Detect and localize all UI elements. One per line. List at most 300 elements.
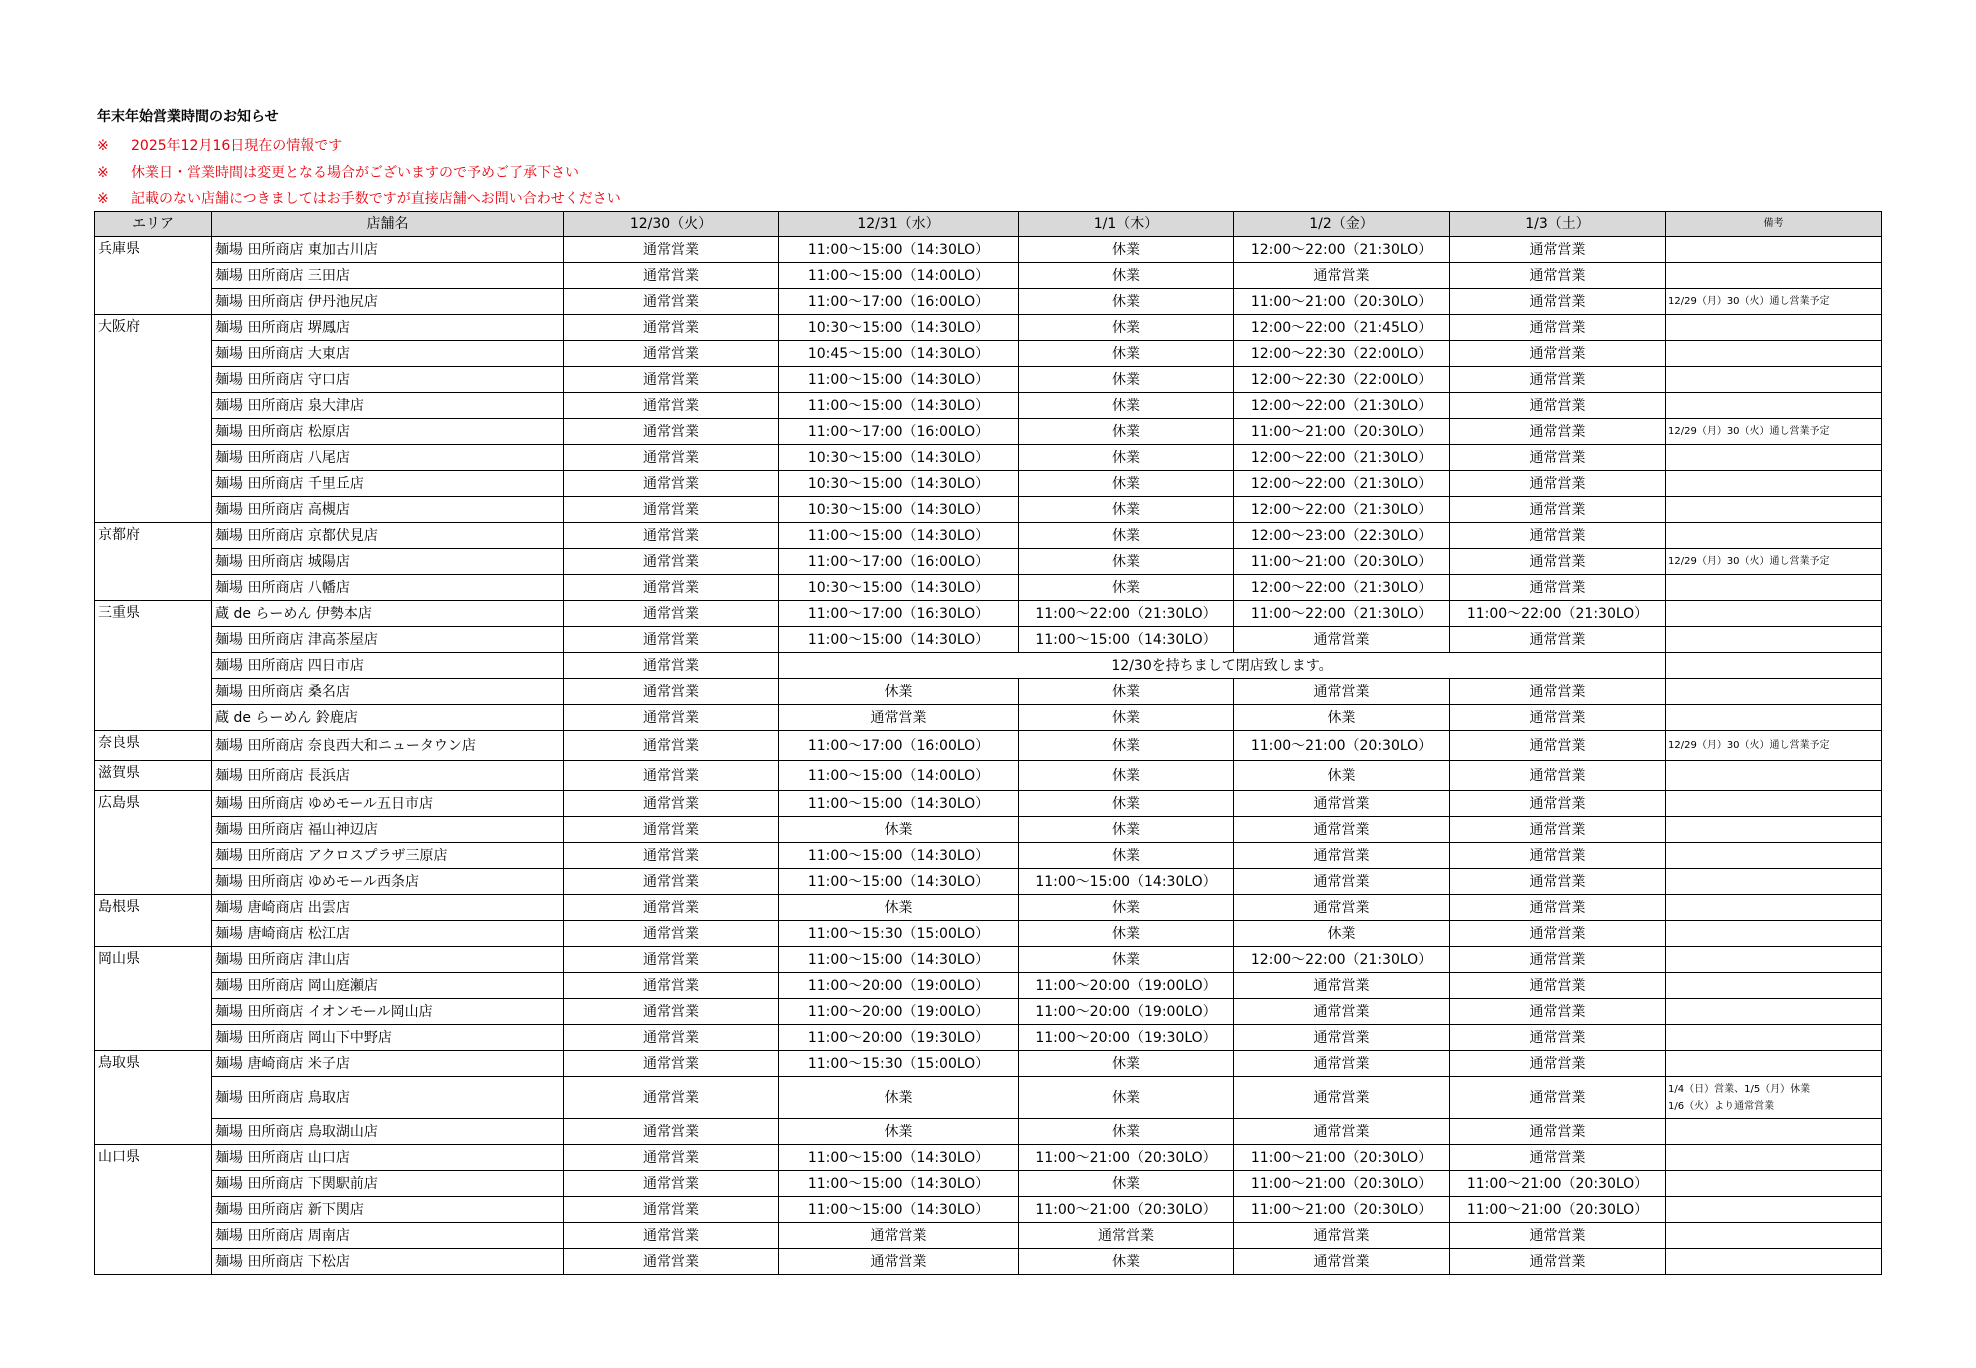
day-4-cell: 休業 [1234, 761, 1450, 791]
day-2-cell: 11:00～17:00（16:00LO） [779, 289, 1019, 315]
table-row [95, 393, 1882, 419]
day-2-cell: 11:00～15:00（14:00LO） [779, 263, 1019, 289]
store-name-cell: 麺場 田所商店 城陽店 [212, 549, 564, 575]
day-5-cell: 通常営業 [1450, 731, 1666, 761]
day-3-cell: 休業 [1019, 367, 1234, 393]
day-1-cell: 通常営業 [564, 393, 779, 419]
day-1-cell: 通常営業 [564, 341, 779, 367]
store-name-cell: 麺場 田所商店 京都伏見店 [212, 523, 564, 549]
day-5-cell: 通常営業 [1450, 1077, 1666, 1119]
day-1-cell: 通常営業 [564, 367, 779, 393]
remarks-cell [1666, 627, 1882, 653]
day-3-cell: 11:00～21:00（20:30LO） [1019, 1197, 1234, 1223]
page-title: 年末年始営業時間のお知らせ [97, 109, 279, 125]
remarks-line: 1/6（火）より通常営業 [1668, 1100, 1775, 1112]
header-day-2: 12/31（水） [779, 212, 1019, 237]
table-row [95, 315, 1882, 341]
remarks-cell [1666, 263, 1882, 289]
day-1-cell: 通常営業 [564, 1145, 779, 1171]
store-name-cell: 麺場 田所商店 津高茶屋店 [212, 627, 564, 653]
store-name-cell: 麺場 田所商店 長浜店 [212, 761, 564, 791]
day-4-cell: 12:00～22:00（21:30LO） [1234, 445, 1450, 471]
store-name-cell: 麺場 唐崎商店 出雲店 [212, 895, 564, 921]
day-5-cell: 通常営業 [1450, 817, 1666, 843]
closing-notice-cell: 12/30を持ちまして閉店致します。 [779, 653, 1666, 679]
table-row [95, 731, 1882, 761]
day-3-cell: 休業 [1019, 1249, 1234, 1275]
remarks-cell [1666, 1025, 1882, 1051]
day-4-cell: 12:00～22:30（22:00LO） [1234, 367, 1450, 393]
day-3-cell: 休業 [1019, 947, 1234, 973]
day-4-cell: 通常営業 [1234, 817, 1450, 843]
day-5-cell: 通常営業 [1450, 947, 1666, 973]
area-cell: 兵庫県 [95, 237, 212, 315]
store-name-cell: 麺場 田所商店 周南店 [212, 1223, 564, 1249]
remarks-cell [1666, 731, 1882, 761]
store-name-cell: 蔵 de らーめん 鈴鹿店 [212, 705, 564, 731]
day-3-cell: 休業 [1019, 523, 1234, 549]
day-5-cell: 通常営業 [1450, 791, 1666, 817]
day-2-cell: 11:00～15:00（14:30LO） [779, 843, 1019, 869]
day-2-cell: 休業 [779, 1077, 1019, 1119]
table-row [95, 1025, 1882, 1051]
table-row [95, 1223, 1882, 1249]
day-3-cell: 休業 [1019, 393, 1234, 419]
store-name-cell: 麺場 田所商店 ゆめモール五日市店 [212, 791, 564, 817]
day-2-cell: 11:00～15:00（14:30LO） [779, 237, 1019, 263]
area-cell: 山口県 [95, 1145, 212, 1275]
day-4-cell: 通常営業 [1234, 999, 1450, 1025]
header-row [95, 212, 1882, 237]
day-4-cell: 12:00～23:00（22:30LO） [1234, 523, 1450, 549]
remarks-cell [1666, 653, 1882, 679]
remarks-cell [1666, 367, 1882, 393]
day-1-cell: 通常営業 [564, 601, 779, 627]
day-3-cell: 休業 [1019, 1171, 1234, 1197]
day-1-cell: 通常営業 [564, 921, 779, 947]
day-1-cell: 通常営業 [564, 1223, 779, 1249]
day-4-cell: 通常営業 [1234, 869, 1450, 895]
remarks-cell [1666, 393, 1882, 419]
day-1-cell: 通常営業 [564, 869, 779, 895]
day-3-cell: 休業 [1019, 549, 1234, 575]
header-store: 店舗名 [212, 212, 564, 237]
day-4-cell: 通常営業 [1234, 791, 1450, 817]
day-1-cell: 通常営業 [564, 973, 779, 999]
day-2-cell: 休業 [779, 679, 1019, 705]
store-name-cell: 麺場 田所商店 大東店 [212, 341, 564, 367]
header-day-3: 1/1（木） [1019, 212, 1234, 237]
day-1-cell: 通常営業 [564, 549, 779, 575]
day-3-cell: 休業 [1019, 843, 1234, 869]
day-4-cell: 通常営業 [1234, 973, 1450, 999]
table-row [95, 497, 1882, 523]
day-1-cell: 通常営業 [564, 263, 779, 289]
day-5-cell: 通常営業 [1450, 761, 1666, 791]
day-5-cell: 通常営業 [1450, 895, 1666, 921]
table-row [95, 921, 1882, 947]
header-remarks: 備考 [1666, 212, 1882, 237]
store-name-cell: 麺場 田所商店 桑名店 [212, 679, 564, 705]
remarks-line: 12/29（月）30（火）通し営業予定 [1668, 740, 1830, 751]
remarks-cell [1666, 705, 1882, 731]
store-name-cell: 麺場 田所商店 八幡店 [212, 575, 564, 601]
table-row [95, 1145, 1882, 1171]
remarks-cell [1666, 679, 1882, 705]
day-5-cell: 通常営業 [1450, 237, 1666, 263]
day-2-cell: 通常営業 [779, 1249, 1019, 1275]
day-2-cell: 11:00～15:00（14:30LO） [779, 791, 1019, 817]
remarks-cell [1666, 1171, 1882, 1197]
day-5-cell: 通常営業 [1450, 497, 1666, 523]
store-name-cell: 麺場 田所商店 松原店 [212, 419, 564, 445]
day-1-cell: 通常営業 [564, 731, 779, 761]
table-row [95, 679, 1882, 705]
remarks-cell [1666, 921, 1882, 947]
store-name-cell: 麺場 田所商店 高槻店 [212, 497, 564, 523]
remarks-cell [1666, 843, 1882, 869]
day-3-cell: 休業 [1019, 237, 1234, 263]
remarks-cell [1666, 315, 1882, 341]
day-2-cell: 10:30～15:00（14:30LO） [779, 445, 1019, 471]
remarks-cell [1666, 1223, 1882, 1249]
notice-line: ※ 2025年12月16日現在の情報です [97, 138, 343, 154]
remarks-cell [1666, 601, 1882, 627]
area-cell: 広島県 [95, 791, 212, 895]
table-row [95, 445, 1882, 471]
day-3-cell: 休業 [1019, 705, 1234, 731]
day-3-cell: 11:00～15:00（14:30LO） [1019, 869, 1234, 895]
remarks-cell [1666, 895, 1882, 921]
day-5-cell: 通常営業 [1450, 1249, 1666, 1275]
day-1-cell: 通常営業 [564, 1077, 779, 1119]
day-2-cell: 10:30～15:00（14:30LO） [779, 315, 1019, 341]
day-2-cell: 11:00～20:00（19:00LO） [779, 999, 1019, 1025]
day-5-cell: 通常営業 [1450, 289, 1666, 315]
remarks-cell [1666, 791, 1882, 817]
store-name-cell: 蔵 de らーめん 伊勢本店 [212, 601, 564, 627]
remarks-line: 1/4（日）営業、1/5（月）休業 [1668, 1083, 1811, 1095]
day-1-cell: 通常営業 [564, 679, 779, 705]
table-row [95, 575, 1882, 601]
table-row [95, 1171, 1882, 1197]
day-2-cell: 11:00～15:00（14:00LO） [779, 761, 1019, 791]
day-3-cell: 休業 [1019, 471, 1234, 497]
day-4-cell: 12:00～22:30（22:00LO） [1234, 341, 1450, 367]
day-4-cell: 通常営業 [1234, 1223, 1450, 1249]
day-3-cell: 休業 [1019, 445, 1234, 471]
remarks-cell [1666, 1197, 1882, 1223]
day-3-cell: 休業 [1019, 817, 1234, 843]
day-2-cell: 11:00～15:30（15:00LO） [779, 1051, 1019, 1077]
day-2-cell: 11:00～17:00（16:30LO） [779, 601, 1019, 627]
day-1-cell: 通常営業 [564, 575, 779, 601]
day-1-cell: 通常営業 [564, 471, 779, 497]
day-5-cell: 通常営業 [1450, 1051, 1666, 1077]
table-row [95, 1119, 1882, 1145]
day-2-cell: 通常営業 [779, 1223, 1019, 1249]
day-2-cell: 10:30～15:00（14:30LO） [779, 497, 1019, 523]
day-2-cell: 11:00～15:30（15:00LO） [779, 921, 1019, 947]
area-cell: 島根県 [95, 895, 212, 947]
day-4-cell: 11:00～21:00（20:30LO） [1234, 1171, 1450, 1197]
header-area: エリア [95, 212, 212, 237]
day-2-cell: 10:45～15:00（14:30LO） [779, 341, 1019, 367]
day-2-cell: 11:00～17:00（16:00LO） [779, 731, 1019, 761]
day-2-cell: 11:00～20:00（19:30LO） [779, 1025, 1019, 1051]
store-name-cell: 麺場 田所商店 福山神辺店 [212, 817, 564, 843]
day-3-cell: 休業 [1019, 1077, 1234, 1119]
day-3-cell: 休業 [1019, 895, 1234, 921]
day-5-cell: 通常営業 [1450, 705, 1666, 731]
day-5-cell: 通常営業 [1450, 843, 1666, 869]
day-1-cell: 通常営業 [564, 1051, 779, 1077]
area-cell: 滋賀県 [95, 761, 212, 791]
day-4-cell: 11:00～21:00（20:30LO） [1234, 549, 1450, 575]
day-1-cell: 通常営業 [564, 523, 779, 549]
store-name-cell: 麺場 田所商店 伊丹池尻店 [212, 289, 564, 315]
table-row [95, 1197, 1882, 1223]
table-row [95, 947, 1882, 973]
table-row [95, 1051, 1882, 1077]
day-3-cell: 11:00～15:00（14:30LO） [1019, 627, 1234, 653]
remarks-cell [1666, 817, 1882, 843]
day-5-cell: 通常営業 [1450, 575, 1666, 601]
day-4-cell: 通常営業 [1234, 627, 1450, 653]
day-2-cell: 11:00～15:00（14:30LO） [779, 869, 1019, 895]
remarks-line: 12/29（月）30（火）通し営業予定 [1668, 556, 1830, 567]
day-2-cell: 休業 [779, 817, 1019, 843]
area-cell: 奈良県 [95, 731, 212, 761]
day-4-cell: 11:00～21:00（20:30LO） [1234, 419, 1450, 445]
remarks-cell [1666, 575, 1882, 601]
day-2-cell: 11:00～17:00（16:00LO） [779, 549, 1019, 575]
day-4-cell: 休業 [1234, 921, 1450, 947]
table-row [95, 549, 1882, 575]
table-row [95, 1249, 1882, 1275]
day-3-cell: 11:00～20:00（19:00LO） [1019, 973, 1234, 999]
day-1-cell: 通常営業 [564, 1119, 779, 1145]
day-1-cell: 通常営業 [564, 1197, 779, 1223]
day-1-cell: 通常営業 [564, 1025, 779, 1051]
day-3-cell: 休業 [1019, 679, 1234, 705]
day-4-cell: 通常営業 [1234, 1051, 1450, 1077]
store-name-cell: 麺場 田所商店 鳥取湖山店 [212, 1119, 564, 1145]
day-4-cell: 通常営業 [1234, 895, 1450, 921]
day-5-cell: 通常営業 [1450, 263, 1666, 289]
day-2-cell: 11:00～15:00（14:30LO） [779, 393, 1019, 419]
table-row [95, 289, 1882, 315]
day-2-cell: 11:00～15:00（14:30LO） [779, 947, 1019, 973]
table-row [95, 791, 1882, 817]
table-row [95, 1077, 1882, 1119]
day-5-cell: 通常営業 [1450, 549, 1666, 575]
table-row [95, 367, 1882, 393]
store-name-cell: 麺場 田所商店 泉大津店 [212, 393, 564, 419]
day-1-cell: 通常営業 [564, 497, 779, 523]
table-row [95, 761, 1882, 791]
store-name-cell: 麺場 唐崎商店 松江店 [212, 921, 564, 947]
header-day-1: 12/30（火） [564, 212, 779, 237]
table-row [95, 237, 1882, 263]
store-name-cell: 麺場 田所商店 岡山下中野店 [212, 1025, 564, 1051]
remarks-cell [1666, 1145, 1882, 1171]
store-name-cell: 麺場 田所商店 三田店 [212, 263, 564, 289]
day-3-cell: 休業 [1019, 419, 1234, 445]
day-4-cell: 通常営業 [1234, 263, 1450, 289]
table-row [95, 999, 1882, 1025]
table-row [95, 419, 1882, 445]
remarks-cell [1666, 999, 1882, 1025]
day-1-cell: 通常営業 [564, 761, 779, 791]
day-4-cell: 11:00～21:00（20:30LO） [1234, 731, 1450, 761]
day-2-cell: 11:00～15:00（14:30LO） [779, 1145, 1019, 1171]
remarks-line: 12/29（月）30（火）通し営業予定 [1668, 426, 1830, 437]
day-1-cell: 通常営業 [564, 237, 779, 263]
day-3-cell: 休業 [1019, 341, 1234, 367]
header-day-5: 1/3（土） [1450, 212, 1666, 237]
day-3-cell: 休業 [1019, 791, 1234, 817]
day-5-cell: 11:00～21:00（20:30LO） [1450, 1171, 1666, 1197]
day-1-cell: 通常営業 [564, 705, 779, 731]
remarks-cell [1666, 1119, 1882, 1145]
store-name-cell: 麺場 田所商店 東加古川店 [212, 237, 564, 263]
day-3-cell: 休業 [1019, 263, 1234, 289]
day-4-cell: 休業 [1234, 705, 1450, 731]
day-3-cell: 休業 [1019, 315, 1234, 341]
day-5-cell: 通常営業 [1450, 419, 1666, 445]
store-name-cell: 麺場 田所商店 津山店 [212, 947, 564, 973]
day-2-cell: 11:00～15:00（14:30LO） [779, 367, 1019, 393]
day-5-cell: 通常営業 [1450, 393, 1666, 419]
store-name-cell: 麺場 田所商店 新下関店 [212, 1197, 564, 1223]
day-5-cell: 通常営業 [1450, 973, 1666, 999]
table-row [95, 843, 1882, 869]
day-4-cell: 通常営業 [1234, 1249, 1450, 1275]
day-5-cell: 通常営業 [1450, 523, 1666, 549]
store-name-cell: 麺場 田所商店 イオンモール岡山店 [212, 999, 564, 1025]
day-4-cell: 12:00～22:00（21:30LO） [1234, 947, 1450, 973]
day-3-cell: 11:00～22:00（21:30LO） [1019, 601, 1234, 627]
remarks-cell [1666, 973, 1882, 999]
day-4-cell: 12:00～22:00（21:45LO） [1234, 315, 1450, 341]
day-5-cell: 通常営業 [1450, 627, 1666, 653]
table-row [95, 973, 1882, 999]
day-1-cell: 通常営業 [564, 843, 779, 869]
day-4-cell: 通常営業 [1234, 843, 1450, 869]
day-4-cell: 11:00～22:00（21:30LO） [1234, 601, 1450, 627]
day-2-cell: 11:00～15:00（14:30LO） [779, 523, 1019, 549]
store-name-cell: 麺場 唐崎商店 米子店 [212, 1051, 564, 1077]
day-2-cell: 11:00～15:00（14:30LO） [779, 1197, 1019, 1223]
remarks-cell [1666, 523, 1882, 549]
table-row [95, 523, 1882, 549]
day-4-cell: 12:00～22:00（21:30LO） [1234, 575, 1450, 601]
day-4-cell: 12:00～22:00（21:30LO） [1234, 393, 1450, 419]
day-3-cell: 休業 [1019, 289, 1234, 315]
table-row [95, 869, 1882, 895]
day-1-cell: 通常営業 [564, 1171, 779, 1197]
store-name-cell: 麺場 田所商店 岡山庭瀬店 [212, 973, 564, 999]
remarks-cell [1666, 445, 1882, 471]
header-day-4: 1/2（金） [1234, 212, 1450, 237]
day-4-cell: 12:00～22:00（21:30LO） [1234, 237, 1450, 263]
day-1-cell: 通常営業 [564, 999, 779, 1025]
day-1-cell: 通常営業 [564, 895, 779, 921]
remarks-cell [1666, 1051, 1882, 1077]
store-name-cell: 麺場 田所商店 鳥取店 [212, 1077, 564, 1119]
remarks-cell [1666, 761, 1882, 791]
remarks-cell [1666, 1249, 1882, 1275]
day-3-cell: 休業 [1019, 497, 1234, 523]
day-5-cell: 通常営業 [1450, 445, 1666, 471]
day-5-cell: 11:00～21:00（20:30LO） [1450, 1197, 1666, 1223]
store-name-cell: 麺場 田所商店 山口店 [212, 1145, 564, 1171]
remarks-cell [1666, 289, 1882, 315]
remarks-cell [1666, 869, 1882, 895]
day-3-cell: 休業 [1019, 1051, 1234, 1077]
store-name-cell: 麺場 田所商店 千里丘店 [212, 471, 564, 497]
day-4-cell: 通常営業 [1234, 1077, 1450, 1119]
store-name-cell: 麺場 田所商店 下関駅前店 [212, 1171, 564, 1197]
store-name-cell: 麺場 田所商店 アクロスプラザ三原店 [212, 843, 564, 869]
store-name-cell: 麺場 田所商店 奈良西大和ニュータウン店 [212, 731, 564, 761]
day-1-cell: 通常営業 [564, 817, 779, 843]
day-3-cell: 通常営業 [1019, 1223, 1234, 1249]
day-5-cell: 11:00～22:00（21:30LO） [1450, 601, 1666, 627]
day-3-cell: 休業 [1019, 921, 1234, 947]
table-row [95, 471, 1882, 497]
day-1-cell: 通常営業 [564, 947, 779, 973]
table-row [95, 601, 1882, 627]
area-cell: 三重県 [95, 601, 212, 731]
day-5-cell: 通常営業 [1450, 341, 1666, 367]
day-5-cell: 通常営業 [1450, 679, 1666, 705]
day-3-cell: 休業 [1019, 761, 1234, 791]
day-4-cell: 通常営業 [1234, 679, 1450, 705]
day-3-cell: 11:00～21:00（20:30LO） [1019, 1145, 1234, 1171]
remarks-cell [1666, 947, 1882, 973]
day-4-cell: 通常営業 [1234, 1025, 1450, 1051]
day-2-cell: 休業 [779, 895, 1019, 921]
area-cell: 岡山県 [95, 947, 212, 1051]
day-1-cell: 通常営業 [564, 289, 779, 315]
store-name-cell: 麺場 田所商店 四日市店 [212, 653, 564, 679]
day-2-cell: 10:30～15:00（14:30LO） [779, 471, 1019, 497]
day-5-cell: 通常営業 [1450, 1025, 1666, 1051]
schedule-table [94, 211, 1882, 1275]
day-1-cell: 通常営業 [564, 419, 779, 445]
table-row [95, 653, 1882, 679]
remarks-line: 12/29（月）30（火）通し営業予定 [1668, 296, 1830, 307]
day-5-cell: 通常営業 [1450, 869, 1666, 895]
day-5-cell: 通常営業 [1450, 471, 1666, 497]
day-4-cell: 通常営業 [1234, 1119, 1450, 1145]
day-5-cell: 通常営業 [1450, 1223, 1666, 1249]
table-row [95, 341, 1882, 367]
table-row [95, 263, 1882, 289]
day-2-cell: 11:00～17:00（16:00LO） [779, 419, 1019, 445]
table-row [95, 705, 1882, 731]
store-name-cell: 麺場 田所商店 八尾店 [212, 445, 564, 471]
day-5-cell: 通常営業 [1450, 315, 1666, 341]
day-1-cell: 通常営業 [564, 653, 779, 679]
day-5-cell: 通常営業 [1450, 367, 1666, 393]
remarks-cell [1666, 341, 1882, 367]
day-3-cell: 休業 [1019, 1119, 1234, 1145]
notice-line: ※ 記載のない店舗につきましてはお手数ですが直接店舗へお問い合わせください [97, 191, 621, 207]
day-2-cell: 休業 [779, 1119, 1019, 1145]
